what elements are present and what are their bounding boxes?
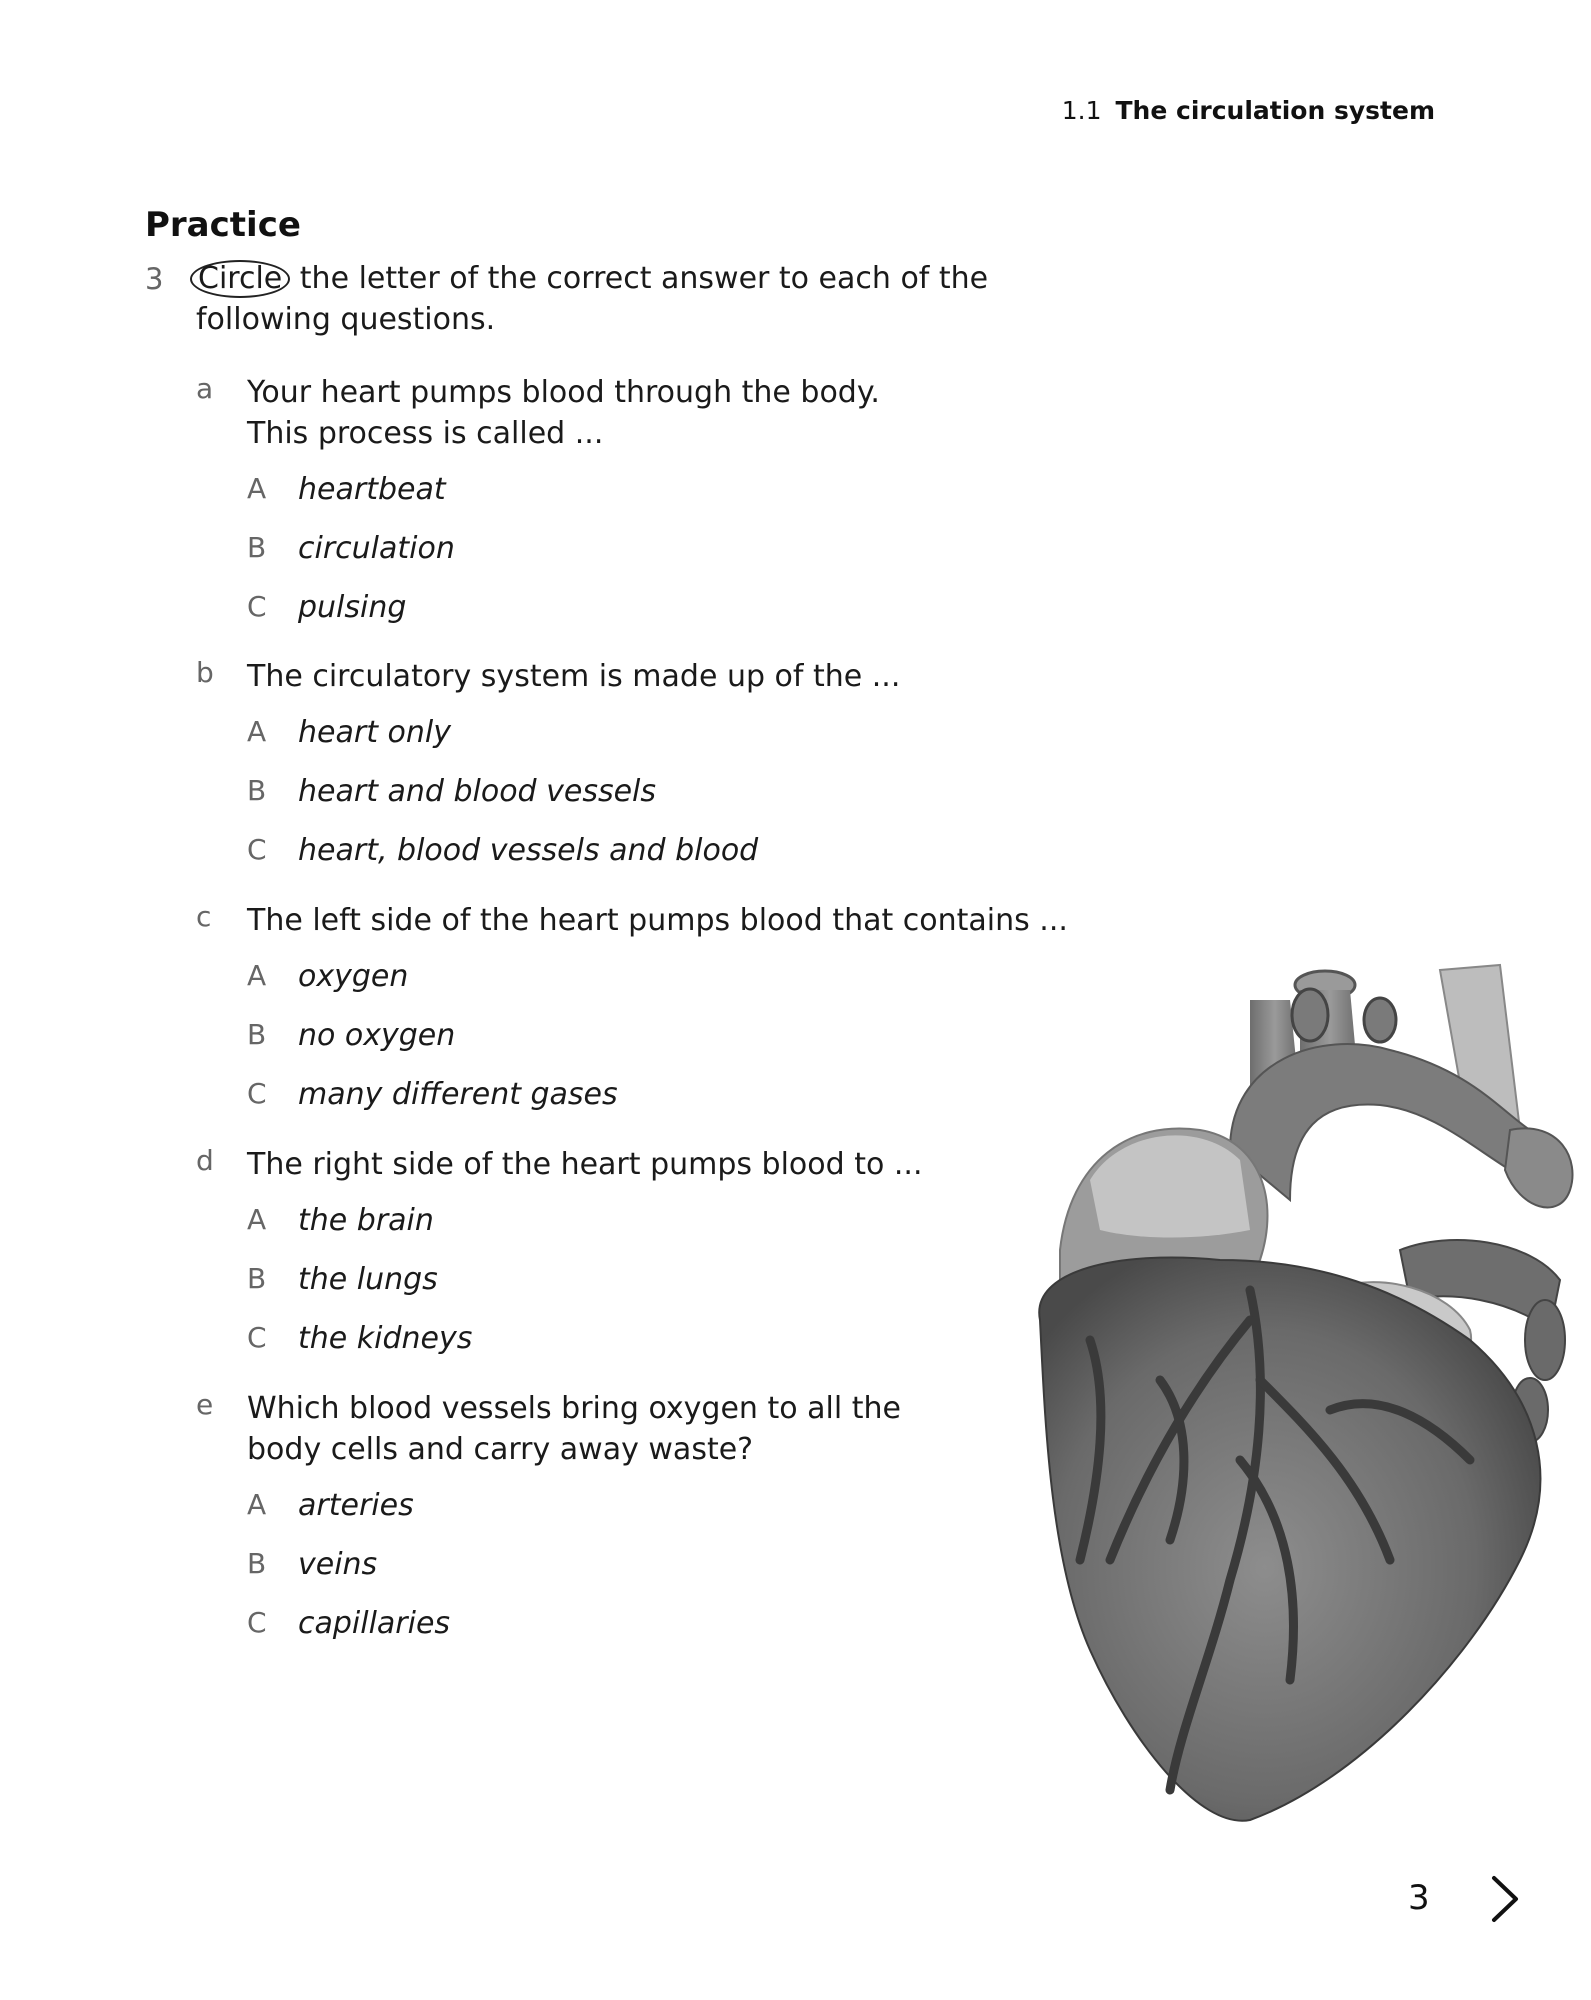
option-text: heartbeat	[298, 472, 446, 507]
option-letter[interactable]: B	[247, 1262, 267, 1295]
option-text: veins	[298, 1547, 378, 1582]
option-letter[interactable]: A	[247, 959, 267, 992]
option-letter[interactable]: B	[247, 774, 267, 807]
option-letter[interactable]: B	[247, 531, 267, 564]
option-letter[interactable]: C	[247, 1321, 267, 1354]
option-text: many different gases	[298, 1077, 618, 1112]
question-number: 3	[145, 262, 164, 296]
option-letter[interactable]: B	[247, 1018, 267, 1051]
question-instruction	[196, 258, 1126, 340]
practice-heading: Practice	[145, 205, 301, 245]
subquestion-letter: e	[196, 1388, 214, 1421]
subquestion-letter: d	[196, 1144, 214, 1177]
vessel-shape	[1292, 989, 1328, 1041]
section-title: The circulation system	[1115, 96, 1435, 125]
chevron-right-icon[interactable]	[1488, 1874, 1522, 1924]
subquestion-text: Which blood vessels bring oxygen to all the body cells and carry away waste?	[247, 1391, 901, 1467]
page-number: 3	[1408, 1878, 1430, 1918]
option-letter[interactable]: C	[247, 590, 267, 623]
instruction-text: the letter of the correct answer to each of the following questions.	[196, 261, 989, 337]
option-letter[interactable]: B	[247, 1547, 267, 1580]
option-letter[interactable]: A	[247, 1488, 267, 1521]
option-letter[interactable]: A	[247, 1203, 267, 1236]
option-text: arteries	[298, 1488, 414, 1523]
subquestion-letter: a	[196, 372, 214, 405]
subquestion-letter: b	[196, 656, 214, 689]
circled-word: Circle	[190, 260, 290, 298]
option-text: the brain	[298, 1203, 434, 1238]
heart-model-image	[1000, 960, 1580, 1840]
vessel-shape	[1364, 998, 1396, 1042]
option-letter[interactable]: C	[247, 1606, 267, 1639]
vessel-shape	[1505, 1128, 1573, 1207]
subquestion-text: Your heart pumps blood through the body. This process is called ...	[247, 375, 880, 451]
option-text: circulation	[298, 531, 455, 566]
option-text: the kidneys	[298, 1321, 473, 1356]
option-letter[interactable]: C	[247, 833, 267, 866]
option-text: heart, blood vessels and blood	[298, 833, 759, 868]
section-number: 1.1	[1061, 96, 1102, 125]
option-text: pulsing	[298, 590, 407, 625]
option-text: no oxygen	[298, 1018, 456, 1053]
option-text: heart only	[298, 715, 451, 750]
option-letter[interactable]: A	[247, 472, 267, 505]
subquestion-text: The circulatory system is made up of the ...	[247, 659, 901, 694]
subquestion-letter: c	[196, 900, 212, 933]
option-text: oxygen	[298, 959, 409, 994]
option-text: capillaries	[298, 1606, 451, 1641]
subquestion-text: The left side of the heart pumps blood that contains ...	[247, 903, 1068, 938]
subquestion-text: The right side of the heart pumps blood to ...	[247, 1147, 923, 1182]
option-letter[interactable]: A	[247, 715, 267, 748]
option-letter[interactable]: C	[247, 1077, 267, 1110]
option-text: heart and blood vessels	[298, 774, 657, 809]
running-header	[1062, 96, 1435, 125]
option-text: the lungs	[298, 1262, 438, 1297]
vessel-shape	[1525, 1300, 1565, 1380]
